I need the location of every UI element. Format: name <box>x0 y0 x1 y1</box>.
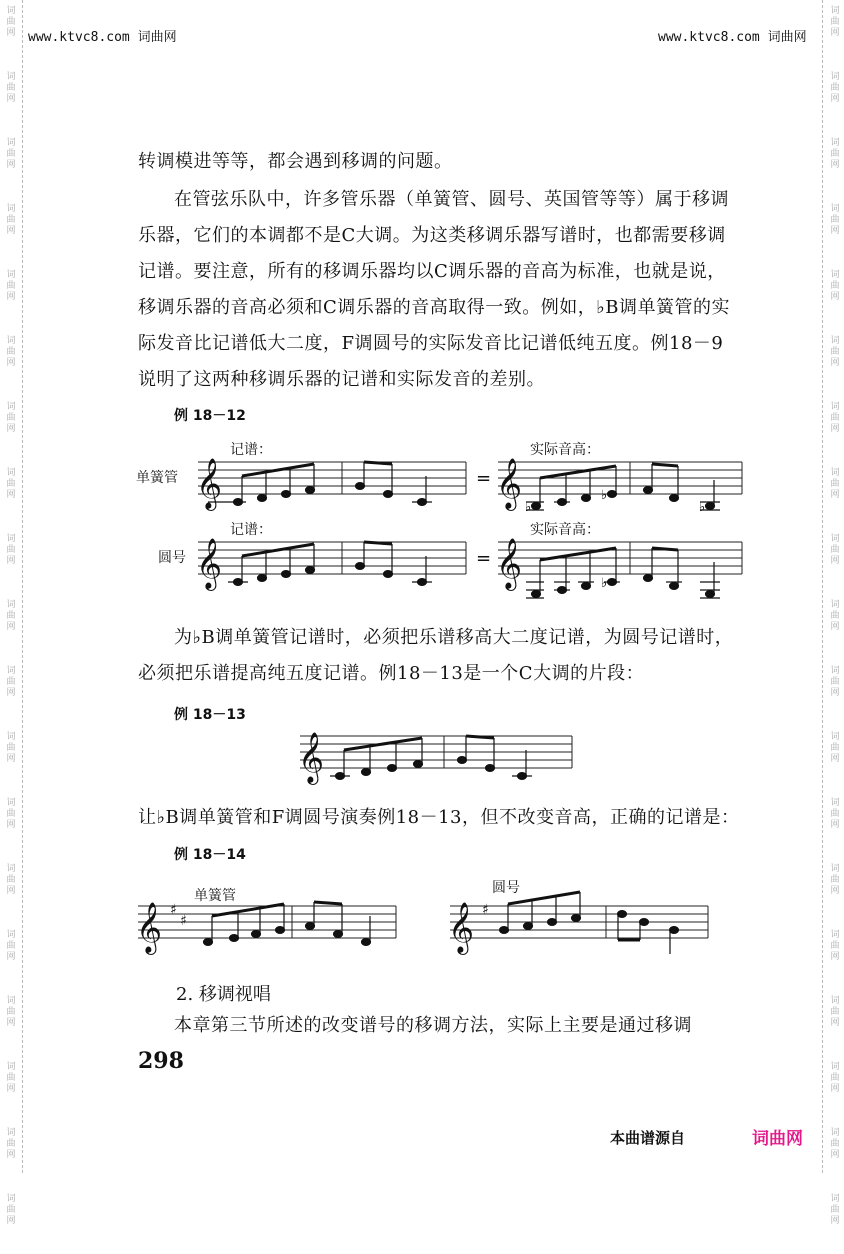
watermark-glyph: 网 <box>6 160 16 170</box>
watermark-glyph: 曲 <box>830 215 840 225</box>
watermark-glyph: 曲 <box>6 1007 16 1017</box>
watermark-glyph: 曲 <box>6 941 16 951</box>
watermark-glyph: 网 <box>6 820 16 830</box>
sharp-icon: ♯ <box>482 902 489 918</box>
example-18-12-label: 例 18－12 <box>174 408 246 424</box>
watermark-glyph: 词 <box>6 930 16 940</box>
watermark-glyph: 网 <box>6 28 16 38</box>
watermark-glyph: 网 <box>6 1216 16 1226</box>
watermark-glyph: 网 <box>830 1018 840 1028</box>
watermark-glyph: 曲 <box>6 1205 16 1215</box>
treble-clef-icon: 𝄞 <box>298 732 325 783</box>
watermark-glyph: 曲 <box>830 941 840 951</box>
watermark-glyph: 词 <box>6 732 16 742</box>
watermark-glyph: 词 <box>830 72 840 82</box>
watermark-glyph: 网 <box>830 160 840 170</box>
watermark-glyph-group <box>826 66 844 132</box>
watermark-glyph: 网 <box>830 1084 840 1094</box>
watermark-glyph: 网 <box>6 1018 16 1028</box>
watermark-glyph: 网 <box>6 1150 16 1160</box>
watermark-glyph: 词 <box>6 798 16 808</box>
watermark-glyph: 词 <box>6 6 16 16</box>
watermark-glyph: 曲 <box>830 479 840 489</box>
flat-icon: ♭ <box>601 576 608 591</box>
example-18-12-score <box>130 432 770 612</box>
watermark-glyph: 词 <box>6 402 16 412</box>
right-watermark-column <box>826 0 844 1254</box>
paragraph-5: 本章第三节所述的改变谱号的移调方法，实际上主要是通过移调 <box>174 1015 692 1036</box>
example-18-13-score <box>296 724 586 794</box>
watermark-glyph: 曲 <box>830 809 840 819</box>
watermark-glyph-group <box>826 0 844 66</box>
watermark-glyph: 曲 <box>6 743 16 753</box>
equals-sign-2: = <box>476 548 492 569</box>
watermark-glyph: 曲 <box>830 1205 840 1215</box>
watermark-glyph-group <box>2 396 20 462</box>
watermark-glyph: 曲 <box>6 1073 16 1083</box>
watermark-glyph: 词 <box>830 930 840 940</box>
watermark-glyph: 词 <box>830 6 840 16</box>
watermark-glyph: 词 <box>830 864 840 874</box>
watermark-glyph: 曲 <box>6 875 16 885</box>
watermark-glyph: 曲 <box>830 281 840 291</box>
watermark-glyph: 曲 <box>830 611 840 621</box>
watermark-glyph: 曲 <box>830 545 840 555</box>
watermark-glyph: 网 <box>830 490 840 500</box>
watermark-glyph-group <box>826 132 844 198</box>
watermark-glyph: 词 <box>830 138 840 148</box>
treble-clef-icon: 𝄞 <box>196 458 223 509</box>
watermark-glyph: 词 <box>6 336 16 346</box>
watermark-glyph: 词 <box>830 1062 840 1072</box>
watermark-glyph: 曲 <box>830 677 840 687</box>
watermark-glyph: 网 <box>830 28 840 38</box>
watermark-glyph: 词 <box>6 204 16 214</box>
watermark-glyph: 网 <box>830 820 840 830</box>
watermark-glyph: 曲 <box>830 83 840 93</box>
watermark-glyph: 词 <box>6 534 16 544</box>
paragraph-4: 让♭B调单簧管和F调圆号演奏例18－13，但不改变音高，正确的记谱是： <box>138 807 740 828</box>
watermark-glyph: 曲 <box>6 479 16 489</box>
watermark-glyph: 曲 <box>830 413 840 423</box>
watermark-glyph-group <box>826 330 844 396</box>
watermark-glyph: 词 <box>830 600 840 610</box>
paragraph-1: 转调模进等等，都会遇到移调的问题。 <box>138 151 453 172</box>
watermark-glyph: 曲 <box>830 149 840 159</box>
watermark-glyph: 曲 <box>6 413 16 423</box>
page-number: 298 <box>138 1048 184 1074</box>
example-18-14-label: 例 18－14 <box>174 847 246 863</box>
watermark-glyph: 网 <box>6 886 16 896</box>
watermark-glyph: 曲 <box>6 149 16 159</box>
watermark-glyph: 曲 <box>830 1073 840 1083</box>
watermark-glyph-group <box>826 594 844 660</box>
watermark-glyph: 网 <box>830 292 840 302</box>
watermark-glyph: 曲 <box>6 347 16 357</box>
treble-clef-icon: 𝄞 <box>496 458 523 509</box>
staff-1-right <box>498 462 742 494</box>
note-group <box>526 464 720 510</box>
flat-icon: ♭ <box>601 488 608 503</box>
watermark-glyph: 网 <box>6 226 16 236</box>
watermark-glyph-group <box>826 264 844 330</box>
watermark-glyph-group <box>826 198 844 264</box>
watermark-glyph-group <box>2 924 20 990</box>
sounding-label-1: 实际音高： <box>530 442 600 458</box>
watermark-glyph-group <box>2 726 20 792</box>
watermark-glyph: 网 <box>6 94 16 104</box>
row-1-instrument: 单簧管 <box>136 470 178 486</box>
watermark-glyph: 词 <box>6 138 16 148</box>
watermark-glyph-group <box>826 990 844 1056</box>
watermark-glyph: 词 <box>830 402 840 412</box>
watermark-glyph: 网 <box>830 622 840 632</box>
watermark-glyph: 曲 <box>6 83 16 93</box>
watermark-glyph-group <box>2 1122 20 1188</box>
watermark-glyph: 网 <box>6 1084 16 1094</box>
watermark-glyph: 词 <box>830 996 840 1006</box>
watermark-glyph: 曲 <box>830 743 840 753</box>
watermark-glyph: 网 <box>830 1150 840 1160</box>
sharp-icon: ♯ <box>170 902 177 918</box>
watermark-glyph: 曲 <box>6 17 16 27</box>
watermark-glyph-group <box>2 264 20 330</box>
watermark-glyph: 词 <box>6 996 16 1006</box>
note-group <box>526 548 720 598</box>
watermark-glyph-group <box>2 858 20 924</box>
watermark-glyph: 网 <box>6 754 16 764</box>
treble-clef-icon: 𝄞 <box>196 538 223 589</box>
watermark-glyph-group <box>2 528 20 594</box>
watermark-glyph: 网 <box>6 952 16 962</box>
watermark-glyph: 词 <box>6 1062 16 1072</box>
watermark-glyph: 词 <box>830 204 840 214</box>
watermark-glyph-group <box>826 1056 844 1122</box>
footer-brand[interactable]: 词曲网 <box>752 1129 803 1149</box>
staff-2-right <box>498 542 742 574</box>
watermark-glyph: 词 <box>830 732 840 742</box>
watermark-glyph-group <box>2 792 20 858</box>
note-group <box>228 542 432 585</box>
watermark-glyph: 词 <box>830 468 840 478</box>
watermark-glyph: 词 <box>830 666 840 676</box>
watermark-glyph-group <box>2 0 20 66</box>
watermark-glyph-group <box>2 990 20 1056</box>
watermark-glyph-group <box>2 1188 20 1254</box>
watermark-glyph: 词 <box>6 72 16 82</box>
watermark-glyph: 词 <box>830 534 840 544</box>
watermark-glyph: 网 <box>6 358 16 368</box>
watermark-glyph: 词 <box>830 798 840 808</box>
section-heading: 2. 移调视唱 <box>176 984 271 1005</box>
watermark-glyph: 网 <box>830 754 840 764</box>
watermark-glyph: 词 <box>830 270 840 280</box>
watermark-glyph: 词 <box>830 1194 840 1204</box>
treble-clef-icon: 𝄞 <box>448 902 475 953</box>
note-group <box>208 462 432 505</box>
header-right-watermark: www.ktvc8.com 词曲网 <box>658 30 807 45</box>
watermark-glyph: 网 <box>6 556 16 566</box>
watermark-glyph-group <box>2 198 20 264</box>
watermark-glyph: 曲 <box>830 1007 840 1017</box>
watermark-glyph: 曲 <box>830 1139 840 1149</box>
watermark-glyph: 曲 <box>6 677 16 687</box>
watermark-glyph: 词 <box>6 468 16 478</box>
watermark-glyph: 曲 <box>830 17 840 27</box>
example-14-right-title: 圆号 <box>492 880 520 896</box>
footer-source-text: 本曲谱源自 <box>610 1129 686 1147</box>
right-dashed-border <box>822 0 823 1173</box>
watermark-glyph: 词 <box>6 1128 16 1138</box>
watermark-glyph-group <box>826 528 844 594</box>
header-left-watermark: www.ktvc8.com 词曲网 <box>28 30 177 45</box>
watermark-glyph: 网 <box>830 1216 840 1226</box>
written-label-2: 记谱： <box>230 522 272 538</box>
watermark-glyph: 词 <box>830 336 840 346</box>
watermark-glyph-group <box>826 660 844 726</box>
watermark-glyph: 词 <box>6 666 16 676</box>
paragraph-3: 为♭B调单簧管记谱时，必须把乐谱移高大二度记谱，为圆号记谱时，必须把乐谱提高纯五度记谱。例18－13是一个C大调的片段： <box>138 627 734 684</box>
treble-clef-icon: 𝄞 <box>136 902 163 953</box>
watermark-glyph: 网 <box>830 226 840 236</box>
example-14-left-title: 单簧管 <box>194 888 236 904</box>
left-dashed-border <box>22 0 23 1173</box>
left-watermark-column <box>2 0 20 1254</box>
watermark-glyph: 曲 <box>6 215 16 225</box>
watermark-glyph-group <box>2 1056 20 1122</box>
watermark-glyph: 词 <box>830 1128 840 1138</box>
watermark-glyph: 曲 <box>6 281 16 291</box>
row-2-instrument: 圆号 <box>158 550 186 566</box>
watermark-glyph: 网 <box>830 886 840 896</box>
watermark-glyph-group <box>826 792 844 858</box>
watermark-glyph: 网 <box>6 292 16 302</box>
watermark-glyph-group <box>2 462 20 528</box>
watermark-glyph: 曲 <box>6 809 16 819</box>
watermark-glyph: 词 <box>6 1194 16 1204</box>
sharp-icon: ♯ <box>180 913 187 929</box>
flat-icon: ♭ <box>699 500 706 515</box>
watermark-glyph-group <box>826 924 844 990</box>
watermark-glyph-group <box>826 858 844 924</box>
equals-sign-1: = <box>476 468 492 489</box>
sounding-label-2: 实际音高： <box>530 522 600 538</box>
written-label-1: 记谱： <box>230 442 272 458</box>
flat-icon: ♭ <box>525 500 532 515</box>
watermark-glyph: 词 <box>6 600 16 610</box>
watermark-glyph-group <box>2 660 20 726</box>
watermark-glyph: 网 <box>830 424 840 434</box>
watermark-glyph: 网 <box>830 952 840 962</box>
example-18-14-score <box>134 878 734 968</box>
watermark-glyph-group <box>826 726 844 792</box>
watermark-glyph: 网 <box>830 358 840 368</box>
watermark-glyph-group <box>826 462 844 528</box>
watermark-glyph-group <box>826 396 844 462</box>
watermark-glyph: 网 <box>6 622 16 632</box>
watermark-glyph: 曲 <box>6 545 16 555</box>
watermark-glyph: 网 <box>830 688 840 698</box>
watermark-glyph-group <box>2 330 20 396</box>
watermark-glyph-group <box>2 132 20 198</box>
watermark-glyph-group <box>826 1122 844 1188</box>
example-18-13-label: 例 18－13 <box>174 707 246 723</box>
treble-clef-icon: 𝄞 <box>496 538 523 589</box>
paragraph-2: 在管弦乐队中，许多管乐器（单簧管、圆号、英国管等等）属于移调乐器，它们的本调都不是C大调。为这类移调乐器写谱时，也都需要移调记谱。要注意，所有的移调乐器均以C调乐器的音高为标准，也就是说，移调乐器的音高必须和C调乐器的音高取得一致。例如，♭B调单簧管的实际发音比记谱低大二度，F调圆号的实际发音比记谱低纯五度。例18－9说明了这两种移调乐器的记谱和实际发音的差别。 <box>138 189 730 390</box>
watermark-glyph: 网 <box>6 490 16 500</box>
watermark-glyph: 网 <box>6 424 16 434</box>
watermark-glyph: 曲 <box>830 347 840 357</box>
watermark-glyph: 词 <box>6 270 16 280</box>
watermark-glyph: 曲 <box>6 1139 16 1149</box>
watermark-glyph-group <box>826 1188 844 1254</box>
watermark-glyph: 网 <box>6 688 16 698</box>
watermark-glyph: 网 <box>830 556 840 566</box>
watermark-glyph: 曲 <box>6 611 16 621</box>
watermark-glyph: 网 <box>830 94 840 104</box>
watermark-glyph-group <box>2 66 20 132</box>
watermark-glyph: 曲 <box>830 875 840 885</box>
watermark-glyph-group <box>2 594 20 660</box>
watermark-glyph: 词 <box>6 864 16 874</box>
